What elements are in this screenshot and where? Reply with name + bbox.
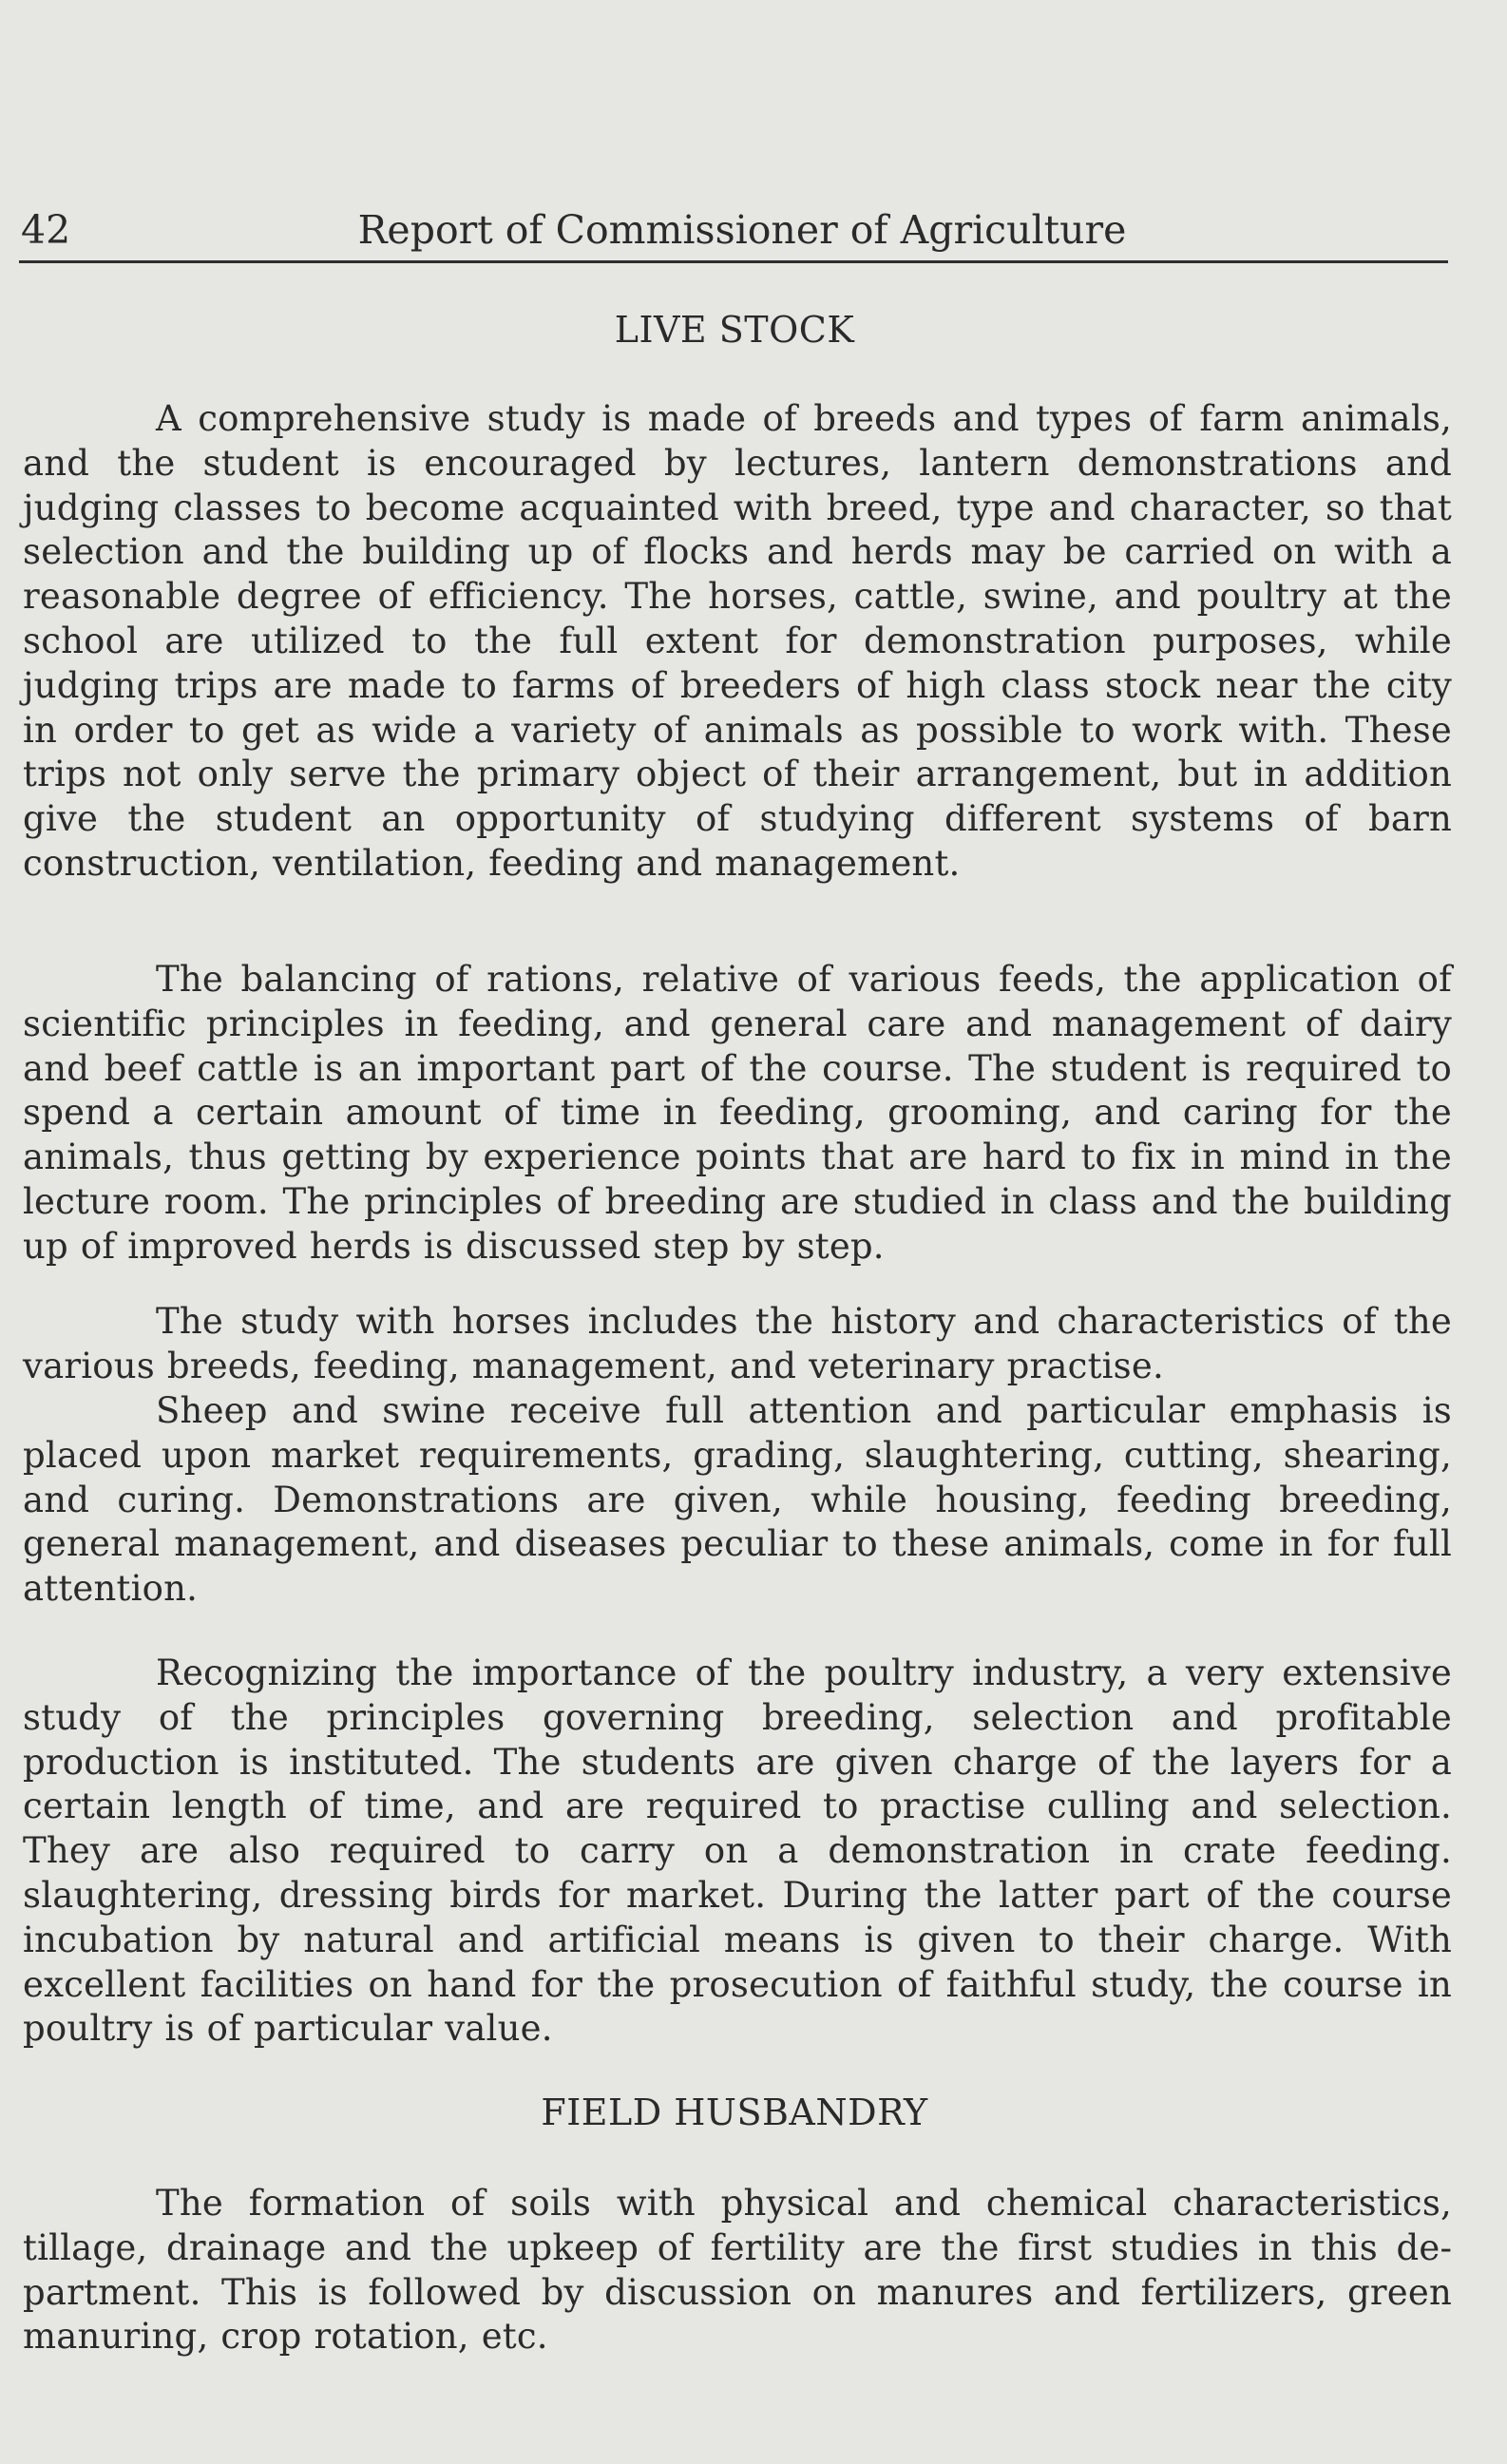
section-heading-live-stock: LIVE STOCK <box>614 309 855 351</box>
page-number: 42 <box>21 207 71 253</box>
paragraph: Recognizing the importance of the poultry industry, a very extensive study of the principles governing breeding, selection and profitable production is instituted. The students are given charge of the layers for a certain length of time, and are required to practise culling and selection. They are also required to carry on a demonstration in crate feeding. slaughtering, dressing birds for market. During the latter part of the course incubation by natural and artificial means is given to their charge. With excellent facilities on hand for the prosecution of faithful study, the course in poultry is of particular value. <box>23 1652 1452 2050</box>
running-head: Report of Commissioner of Agriculture <box>357 207 1127 253</box>
paragraph: The formation of soils with physical and chemical characteristics, tillage, drainage and the upkeep of fertility are the first studies in this department. This is followed by discussion on manures and fertilizers, green manuring, crop rotation, etc. <box>23 2183 1452 2358</box>
header-rule <box>19 260 1448 263</box>
paragraph: The study with horses includes the history and characteristics of the various breeds, feeding, management, and veterinary practise. <box>23 1301 1452 1386</box>
section-heading-field-husbandry: FIELD HUSBANDRY <box>541 2092 928 2133</box>
paragraph: The balancing of rations, relative of various feeds, the application of scientific principles in feeding, and general care and management of dairy and beef cattle is an important part of the course. The student is required to spend a certain amount of time in feeding, grooming, and caring for the animals, thus getting by experience points that are hard to fix in mind in the lecture room. The principles of breeding are studied in class and the building up of improved herds is discussed step by step. <box>23 959 1452 1267</box>
page-header <box>21 203 1446 257</box>
paragraph: A comprehensive study is made of breeds and types of farm animals, and the student is encouraged by lectures, lantern demonstrations and judging classes to become acquainted with breed, type and character, so that selection and the building up of flocks and herds may be carried on with a reasonable degree of efficiency. The horses, cattle, swine, and poultry at the school are utilized to the full extent for demonstration purposes, while judging trips are made to farms of breeders of high class stock near the city in order to get as wide a variety of animals as possible to work with. These trips not only serve the primary object of their arrangement, but in addition give the student an opportunity of studying different systems of barn construction, ventilation, feeding and management. <box>23 398 1452 884</box>
paragraph: Sheep and swine receive full attention and particular emphasis is placed upon market requirements, grading, slaughtering, cutting, shearing, and curing. Demonstrations are given, while housing, feeding breeding, general management, and diseases peculiar to these animals, come in for full attention. <box>23 1390 1452 1610</box>
